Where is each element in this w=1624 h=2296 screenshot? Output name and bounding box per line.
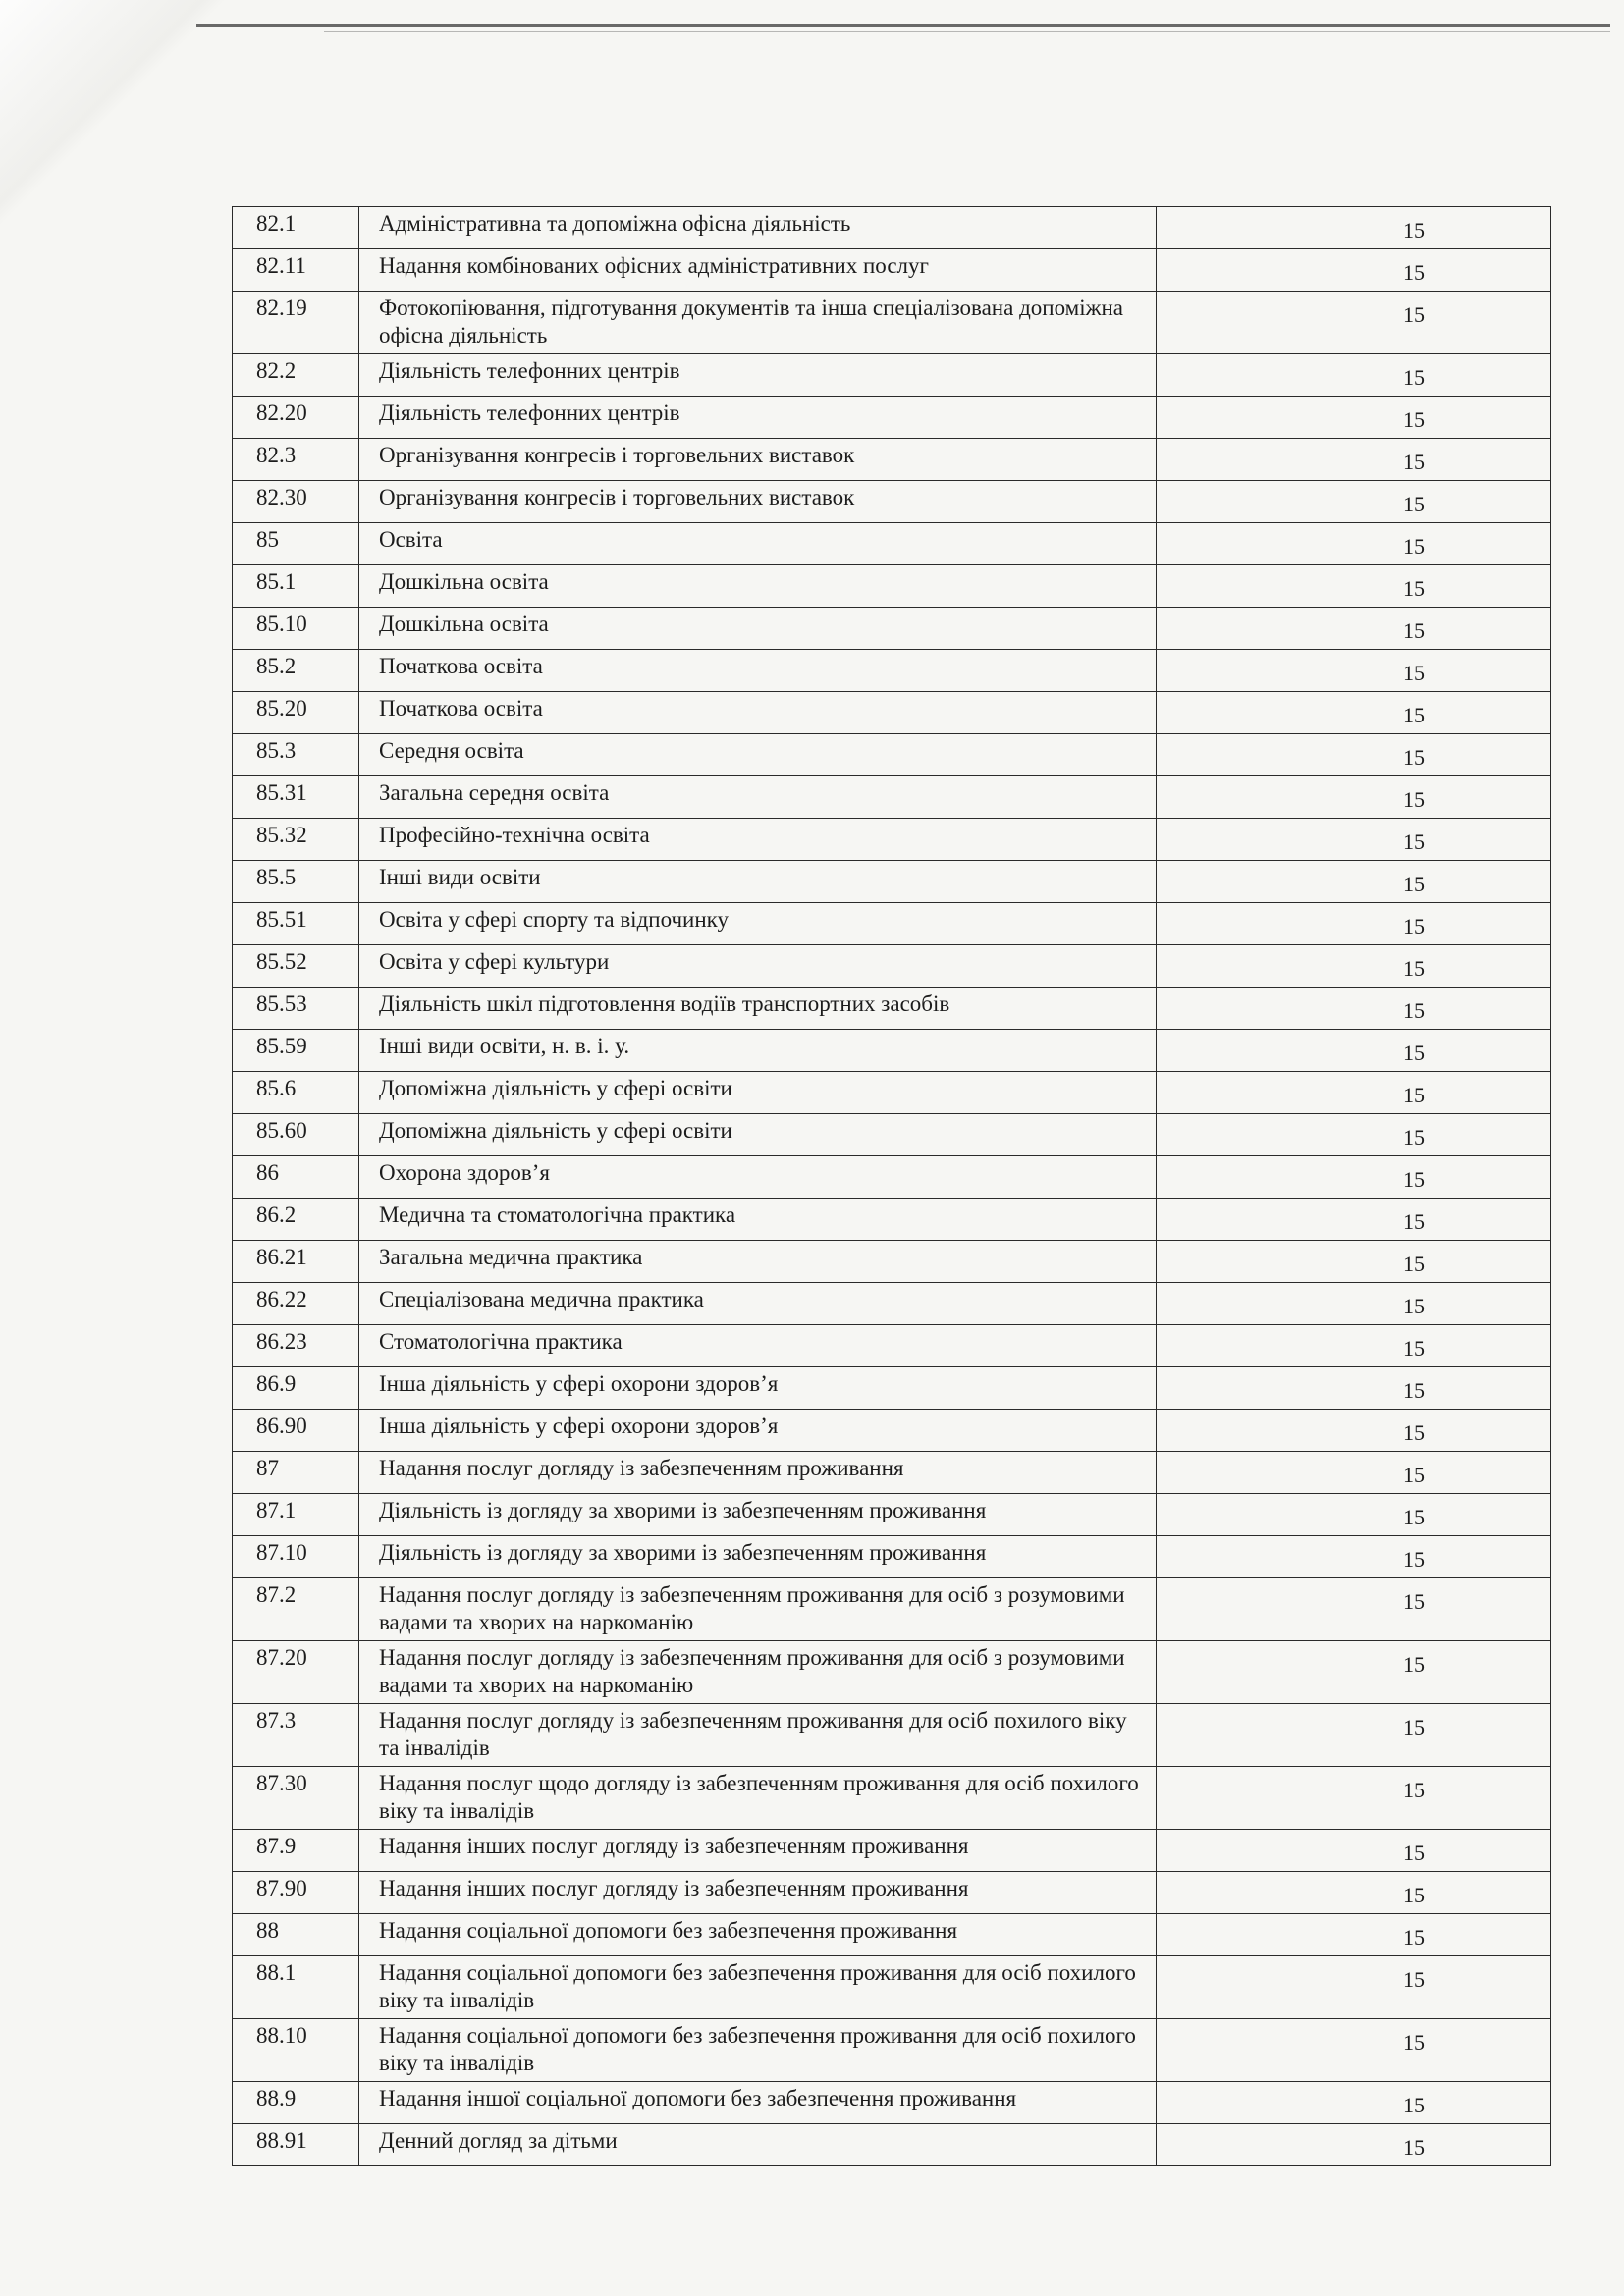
activity-name: Організування конгресів і торговельних виставок [358,481,1156,523]
activity-code: 87.1 [233,1494,359,1536]
scan-top-edge-shadow [324,31,1610,32]
rate-value: 15 [1156,692,1550,734]
table-row [233,1578,1551,1641]
table-row [233,1156,1551,1199]
activity-name: Середня освіта [358,734,1156,776]
activity-name: Надання послуг догляду із забезпеченням проживання для осіб з розумовими вадами та хворих на наркоманію [358,1641,1156,1704]
table-row [233,249,1551,292]
table-row [233,2019,1551,2082]
activity-name: Фотокопіювання, підготування документів та інша спеціалізована допоміжна офісна діяльність [358,292,1156,354]
rate-value: 15 [1156,207,1550,249]
scan-top-edge [196,24,1610,27]
activity-name: Інша діяльність у сфері охорони здоров’я [358,1367,1156,1410]
activity-code: 85.60 [233,1114,359,1156]
activity-name: Діяльність із догляду за хворими із забезпеченням проживання [358,1494,1156,1536]
activity-code: 82.2 [233,354,359,397]
scan-fold-corner [0,0,226,226]
activity-name: Інша діяльність у сфері охорони здоров’я [358,1410,1156,1452]
activity-code: 85.59 [233,1030,359,1072]
activity-name: Загальна медична практика [358,1241,1156,1283]
activity-code: 87.30 [233,1767,359,1830]
rate-value: 15 [1156,1030,1550,1072]
activity-name: Денний догляд за дітьми [358,2124,1156,2166]
rate-value: 15 [1156,1410,1550,1452]
activity-code: 87.9 [233,1830,359,1872]
activity-name: Адміністративна та допоміжна офісна діяльність [358,207,1156,249]
rate-value: 15 [1156,1325,1550,1367]
rate-value: 15 [1156,1072,1550,1114]
table-row [233,1767,1551,1830]
activity-name: Організування конгресів і торговельних виставок [358,439,1156,481]
activity-name: Охорона здоров’я [358,1156,1156,1199]
activity-name: Надання послуг догляду із забезпеченням проживання [358,1452,1156,1494]
table-row [233,292,1551,354]
table-row [233,608,1551,650]
activity-code: 86.2 [233,1199,359,1241]
table-row [233,945,1551,988]
rate-value: 15 [1156,861,1550,903]
activity-name: Надання інших послуг догляду із забезпеченням проживання [358,1872,1156,1914]
rate-value: 15 [1156,1452,1550,1494]
table-row [233,1325,1551,1367]
activity-code: 82.20 [233,397,359,439]
activity-name: Допоміжна діяльність у сфері освіти [358,1114,1156,1156]
activity-name: Допоміжна діяльність у сфері освіти [358,1072,1156,1114]
activity-code: 82.19 [233,292,359,354]
activity-code: 87.90 [233,1872,359,1914]
rate-value: 15 [1156,819,1550,861]
rate-value: 15 [1156,1956,1550,2019]
activity-name: Інші види освіти [358,861,1156,903]
activity-code: 86.23 [233,1325,359,1367]
rate-value: 15 [1156,1156,1550,1199]
activity-name: Надання соціальної допомоги без забезпечення проживання [358,1914,1156,1956]
rate-value: 15 [1156,1830,1550,1872]
table-row [233,354,1551,397]
table-row [233,2124,1551,2166]
activity-code: 85.2 [233,650,359,692]
table-row [233,1872,1551,1914]
activity-code: 86.90 [233,1410,359,1452]
activity-name: Дошкільна освіта [358,565,1156,608]
activity-name: Стоматологічна практика [358,1325,1156,1367]
activity-code: 87 [233,1452,359,1494]
rate-value: 15 [1156,481,1550,523]
activity-name: Освіта у сфері культури [358,945,1156,988]
rate-value: 15 [1156,1704,1550,1767]
rate-value: 15 [1156,523,1550,565]
rate-value: 15 [1156,988,1550,1030]
activity-code: 86.9 [233,1367,359,1410]
table-row [233,1114,1551,1156]
activity-name: Професійно-технічна освіта [358,819,1156,861]
rate-value: 15 [1156,2082,1550,2124]
table-row [233,650,1551,692]
rate-value: 15 [1156,1536,1550,1578]
table-row [233,776,1551,819]
rate-value: 15 [1156,1578,1550,1641]
table-row [233,1536,1551,1578]
activity-code: 85.31 [233,776,359,819]
table-row [233,1199,1551,1241]
table-row [233,1283,1551,1325]
table-row [233,523,1551,565]
activity-name: Надання інших послуг догляду із забезпеченням проживання [358,1830,1156,1872]
activity-code: 82.3 [233,439,359,481]
rate-value: 15 [1156,1872,1550,1914]
activity-code: 85.52 [233,945,359,988]
rate-value: 15 [1156,439,1550,481]
activity-name: Надання іншої соціальної допомоги без забезпечення проживання [358,2082,1156,2124]
table-row [233,903,1551,945]
activity-code: 88.9 [233,2082,359,2124]
activity-code: 85 [233,523,359,565]
activity-code: 87.20 [233,1641,359,1704]
activity-code: 85.20 [233,692,359,734]
table-row [233,861,1551,903]
activity-code: 88.1 [233,1956,359,2019]
rate-value: 15 [1156,2124,1550,2166]
table-row [233,481,1551,523]
rate-value: 15 [1156,1241,1550,1283]
table-row [233,1494,1551,1536]
rate-value: 15 [1156,1914,1550,1956]
table-row [233,692,1551,734]
activity-name: Початкова освіта [358,650,1156,692]
activity-name: Освіта [358,523,1156,565]
rate-value: 15 [1156,1367,1550,1410]
table-body [233,207,1551,2166]
activity-code: 82.11 [233,249,359,292]
activity-code: 86.22 [233,1283,359,1325]
activity-code: 87.2 [233,1578,359,1641]
activity-code: 88.10 [233,2019,359,2082]
rate-value: 15 [1156,776,1550,819]
table-row [233,1367,1551,1410]
activity-name: Надання послуг догляду із забезпеченням проживання для осіб з розумовими вадами та хворих на наркоманію [358,1578,1156,1641]
activity-code: 85.3 [233,734,359,776]
rate-value: 15 [1156,249,1550,292]
table-row [233,397,1551,439]
table-row [233,1410,1551,1452]
table-row [233,1830,1551,1872]
activity-name: Загальна середня освіта [358,776,1156,819]
activity-name: Діяльність телефонних центрів [358,354,1156,397]
rate-value: 15 [1156,292,1550,354]
rate-value: 15 [1156,2019,1550,2082]
activity-code: 87.10 [233,1536,359,1578]
table-row [233,1641,1551,1704]
activity-code: 85.10 [233,608,359,650]
table-row [233,734,1551,776]
activity-code: 85.1 [233,565,359,608]
table-row [233,439,1551,481]
rate-value: 15 [1156,650,1550,692]
activity-name: Інші види освіти, н. в. і. у. [358,1030,1156,1072]
activity-code: 86 [233,1156,359,1199]
activity-name: Діяльність телефонних центрів [358,397,1156,439]
activity-name: Освіта у сфері спорту та відпочинку [358,903,1156,945]
activity-name: Медична та стоматологічна практика [358,1199,1156,1241]
activity-name: Надання комбінованих офісних адміністративних послуг [358,249,1156,292]
activity-name: Надання послуг щодо догляду із забезпеченням проживання для осіб похилого віку та інвалідів [358,1767,1156,1830]
activity-name: Надання соціальної допомоги без забезпечення проживання для осіб похилого віку та інвалідів [358,2019,1156,2082]
table-row [233,1914,1551,1956]
activity-name: Спеціалізована медична практика [358,1283,1156,1325]
activity-code: 85.5 [233,861,359,903]
activity-code: 85.53 [233,988,359,1030]
table-row [233,1704,1551,1767]
rate-value: 15 [1156,1283,1550,1325]
table-row [233,1956,1551,2019]
rate-value: 15 [1156,565,1550,608]
rate-value: 15 [1156,1767,1550,1830]
activity-name: Діяльність шкіл підготовлення водіїв транспортних засобів [358,988,1156,1030]
activity-code: 85.6 [233,1072,359,1114]
table-row [233,1030,1551,1072]
table-row [233,207,1551,249]
table-row [233,1452,1551,1494]
table-row [233,819,1551,861]
activity-name: Надання соціальної допомоги без забезпечення проживання для осіб похилого віку та інвалідів [358,1956,1156,2019]
activity-code: 85.32 [233,819,359,861]
activity-name: Дошкільна освіта [358,608,1156,650]
activity-code: 82.1 [233,207,359,249]
table-row [233,1241,1551,1283]
table-row [233,565,1551,608]
table-row [233,1072,1551,1114]
rate-value: 15 [1156,945,1550,988]
activity-code: 87.3 [233,1704,359,1767]
table-row [233,2082,1551,2124]
rate-value: 15 [1156,1114,1550,1156]
table-row [233,988,1551,1030]
rate-value: 15 [1156,397,1550,439]
activity-code: 88 [233,1914,359,1956]
rate-value: 15 [1156,903,1550,945]
activity-code: 85.51 [233,903,359,945]
rate-value: 15 [1156,1641,1550,1704]
activity-name: Початкова освіта [358,692,1156,734]
activity-name: Діяльність із догляду за хворими із забезпеченням проживання [358,1536,1156,1578]
activity-rates-table [232,206,1551,2166]
rate-value: 15 [1156,1494,1550,1536]
activity-code: 88.91 [233,2124,359,2166]
rate-value: 15 [1156,354,1550,397]
activity-code: 82.30 [233,481,359,523]
rate-value: 15 [1156,1199,1550,1241]
activity-code: 86.21 [233,1241,359,1283]
rate-value: 15 [1156,734,1550,776]
rate-value: 15 [1156,608,1550,650]
activity-name: Надання послуг догляду із забезпеченням проживання для осіб похилого віку та інвалідів [358,1704,1156,1767]
